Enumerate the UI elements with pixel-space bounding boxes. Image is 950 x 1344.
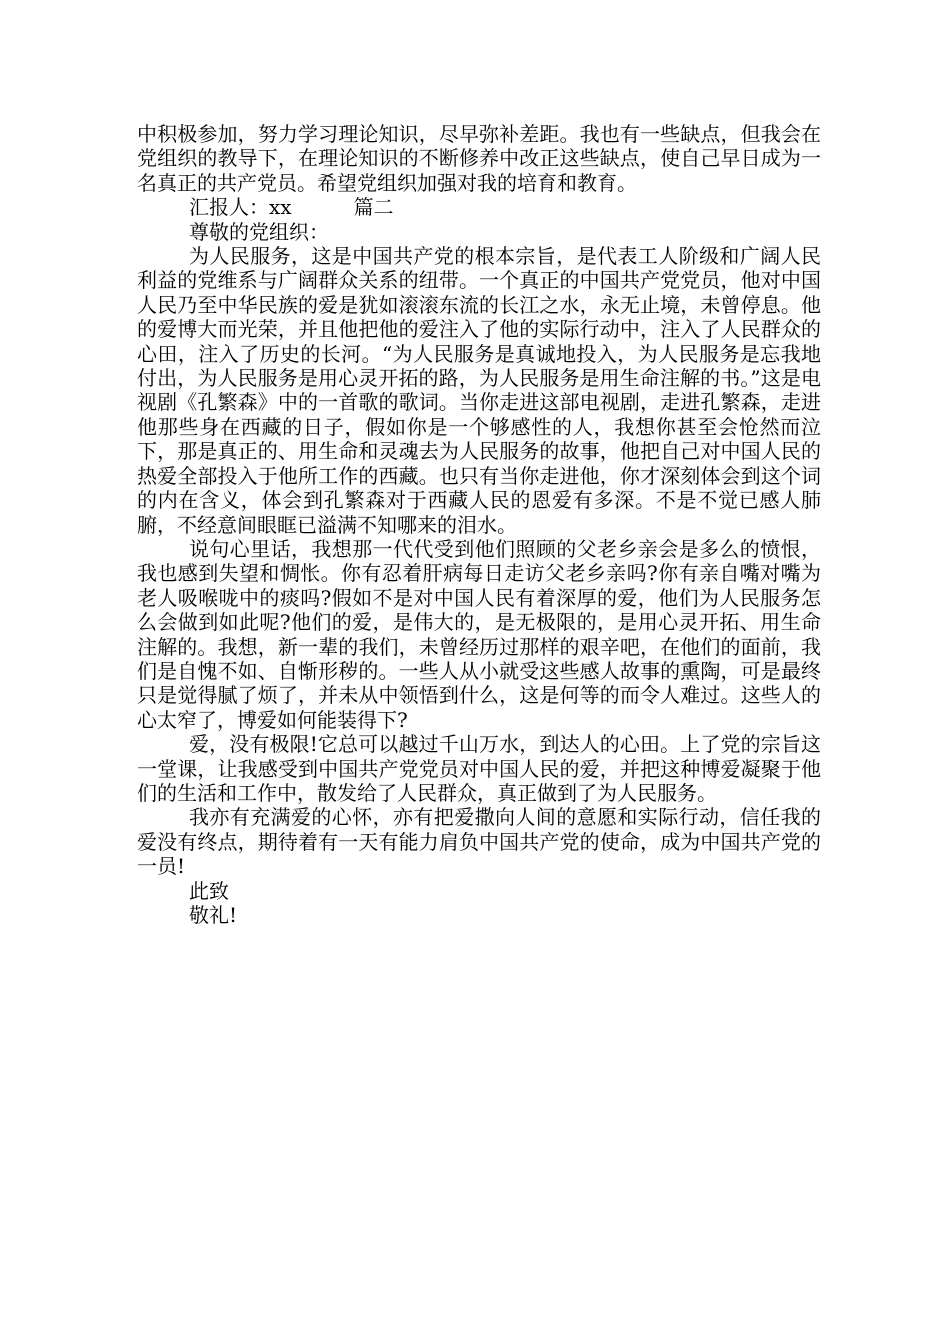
closing-line-2: 敬礼! bbox=[189, 903, 238, 927]
intro-paragraph: 中积极参加，努力学习理论知识，尽早弥补差距。我也有一些缺点，但我会在党组织的教导下，在理论知识的不断修养中改正这些缺点，使自己早日成为一名真正的共产党员。希望党组织加强对我的培育和教育。 bbox=[137, 122, 821, 195]
salutation: 尊敬的党组织： bbox=[189, 219, 329, 244]
body-paragraph-2: 说句心里话，我想那一代代受到他们照顾的父老乡亲会是多么的愤恨，我也感到失望和惆怅。你有忍着肝病每日走访父老乡亲吗?你有亲自嘴对嘴为老人吸喉咙中的痰吗?假如不是对中国人民有着深厚的爱，他们为人民服务怎么会做到如此呢?他们的爱，是伟大的，是无极限的，是用心灵开拓、用生命注解的。我想，新一辈的我们，未曾经历过那样的艰辛吧，在他们的面前，我们是自愧不如、自惭形秽的。一些人从小就受这些感人故事的熏陶，可是最终只是觉得腻了烦了，并未从中领悟到什么，这是何等的而令人难过。这些人的心太窄了，博爱如何能装得下? bbox=[137, 536, 821, 732]
body-paragraph-4: 我亦有充满爱的心怀，亦有把爱撒向人间的意愿和实际行动，信任我的爱没有终点，期待着有一天有能力肩负中国共产党的使命，成为中国共产党的一员! bbox=[137, 805, 821, 879]
section-heading: 篇二 bbox=[353, 195, 394, 220]
body-paragraph-3: 爱，没有极限!它总可以越过千山万水，到达人的心田。上了党的宗旨这一堂课，让我感受到中国共产党党员对中国人民的爱，并把这种博爱凝聚于他们的生活和工作中，散发给了人民群众，真正做到了为人民服务。 bbox=[137, 732, 821, 805]
body-paragraph-1: 为人民服务，这是中国共产党的根本宗旨，是代表工人阶级和广阔人民利益的党维系与广阔群众关系的纽带。一个真正的中国共产党党员，他对中国人民乃至中华民族的爱是犹如滚滚东流的长江之水，永无止境，未曾停息。他的爱博大而光荣，并且他把他的爱注入了他的实际行动中，注入了人民群众的心田，注入了历史的长河。“为人民服务是真诚地投入，为人民服务是忘我地付出，为人民服务是用心灵开拓的路，为人民服务是用生命注解的书。”这是电视剧《孔繁森》中的一首歌的歌词。当你走进这部电视剧，走进孔繁森，走进他那些身在西藏的日子，假如你是一个够感性的人，我想你甚至会怆然而泣下，那是真正的、用生命和灵魂去为人民服务的故事，他把自己对中国人民的热爱全部投入于他所工作的西藏。也只有当你走进他，你才深刻体会到这个词的内在含义，体会到孔繁森对于西藏人民的恩爱有多深。不是不觉已感人肺腑，不经意间眼眶已溢满不知哪来的泪水。 bbox=[137, 244, 821, 537]
closing-line-1: 此致 bbox=[189, 878, 229, 903]
signature-line bbox=[137, 195, 821, 219]
reporter-label: 汇报人：xx bbox=[189, 195, 292, 220]
document-body bbox=[137, 122, 821, 927]
